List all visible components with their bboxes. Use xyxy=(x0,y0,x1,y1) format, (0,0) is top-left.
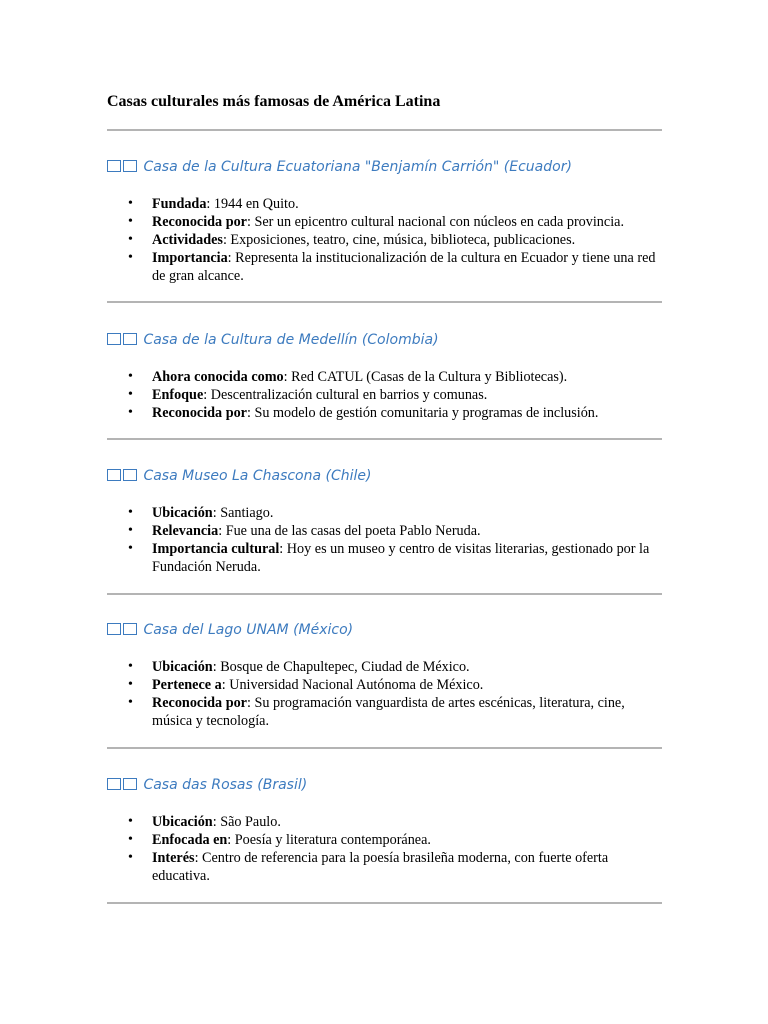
bullet-icon: • xyxy=(128,523,133,538)
list-item xyxy=(107,676,662,694)
flag-icon xyxy=(123,778,137,790)
item-label: Ahora conocida como xyxy=(152,369,284,385)
section-heading-mexico xyxy=(107,621,353,639)
list-item xyxy=(107,540,662,576)
item-text: : Exposiciones, teatro, cine, música, biblioteca, publicaciones. xyxy=(222,232,576,248)
bullet-icon: • xyxy=(128,850,133,865)
bullet-icon: • xyxy=(128,369,133,384)
bullet-icon: • xyxy=(128,814,133,829)
bullet-icon: • xyxy=(128,196,133,211)
divider xyxy=(107,129,662,131)
section-heading-text: Casa das Rosas (Brasil) xyxy=(143,777,308,793)
item-label: Relevancia xyxy=(152,523,219,539)
item-label: Fundada xyxy=(152,196,207,212)
flag-icon xyxy=(107,623,121,635)
item-text: : Su modelo de gestión comunitaria y programas de inclusión. xyxy=(246,405,599,421)
item-text: : São Paulo. xyxy=(212,814,281,830)
item-label: Importancia cultural xyxy=(152,541,280,557)
list-item xyxy=(107,831,662,849)
item-label: Actividades xyxy=(152,232,223,248)
item-text: : Fue una de las casas del poeta Pablo Neruda. xyxy=(218,523,481,539)
section-heading-ecuador xyxy=(107,158,572,176)
item-text: : Su programación vanguardista de artes escénicas, literatura, cine, música y tecnología. xyxy=(152,695,625,729)
item-label: Enfocada en xyxy=(152,832,228,848)
list-item xyxy=(107,522,662,540)
divider xyxy=(107,593,662,595)
list-item xyxy=(107,231,662,249)
flag-icon xyxy=(107,469,121,481)
list-item xyxy=(107,849,662,885)
bullet-icon: • xyxy=(128,387,133,402)
item-label: Reconocida por xyxy=(152,695,247,711)
divider xyxy=(107,902,662,904)
bullet-icon: • xyxy=(128,405,133,420)
section-heading-text: Casa de la Cultura Ecuatoriana "Benjamín Carrión" (Ecuador) xyxy=(143,159,572,175)
item-label: Pertenece a xyxy=(152,677,222,693)
bullet-icon: • xyxy=(128,505,133,520)
list-item xyxy=(107,368,662,386)
flag-icon xyxy=(123,623,137,635)
bullet-icon: • xyxy=(128,541,133,556)
bullet-icon: • xyxy=(128,232,133,247)
flag-icon xyxy=(123,469,137,481)
flag-icon xyxy=(123,333,137,345)
item-text: : Ser un epicentro cultural nacional con núcleos en cada provincia. xyxy=(246,214,624,230)
page-title: Casas culturales más famosas de América Latina xyxy=(107,93,441,110)
divider xyxy=(107,438,662,440)
item-label: Interés xyxy=(152,850,195,866)
item-text: : Poesía y literatura contemporánea. xyxy=(227,832,431,848)
list-item xyxy=(107,249,662,285)
section-heading-brasil xyxy=(107,776,307,794)
item-text: : Descentralización cultural en barrios y comunas. xyxy=(203,387,488,403)
item-text: : Universidad Nacional Autónoma de México. xyxy=(221,677,484,693)
item-label: Ubicación xyxy=(152,505,213,521)
item-text: : Centro de referencia para la poesía brasileña moderna, con fuerte oferta educativa. xyxy=(152,850,609,884)
flag-icon xyxy=(107,778,121,790)
list-item xyxy=(107,195,662,213)
item-label: Reconocida por xyxy=(152,405,247,421)
flag-icon xyxy=(123,160,137,172)
item-text: : Hoy es un museo y centro de visitas literarias, gestionado por la Fundación Neruda. xyxy=(152,541,650,575)
section-list-chile xyxy=(107,504,662,576)
section-list-colombia xyxy=(107,368,662,422)
bullet-icon: • xyxy=(128,832,133,847)
item-text: : Representa la institucionalización de la cultura en Ecuador y tiene una red de gran alcance. xyxy=(152,250,656,284)
item-text: : Santiago. xyxy=(212,505,274,521)
list-item xyxy=(107,504,662,522)
section-list-mexico xyxy=(107,658,662,730)
bullet-icon: • xyxy=(128,695,133,710)
item-label: Ubicación xyxy=(152,814,213,830)
list-item xyxy=(107,213,662,231)
list-item xyxy=(107,404,662,422)
list-item xyxy=(107,694,662,730)
divider xyxy=(107,301,662,303)
list-item xyxy=(107,658,662,676)
bullet-icon: • xyxy=(128,250,133,265)
bullet-icon: • xyxy=(128,214,133,229)
section-list-brasil xyxy=(107,813,662,885)
divider xyxy=(107,747,662,749)
list-item xyxy=(107,813,662,831)
section-heading-text: Casa del Lago UNAM (México) xyxy=(143,622,354,638)
item-label: Reconocida por xyxy=(152,214,247,230)
item-text: : Red CATUL (Casas de la Cultura y Bibliotecas). xyxy=(283,369,568,385)
flag-icon xyxy=(107,333,121,345)
item-label: Ubicación xyxy=(152,659,213,675)
bullet-icon: • xyxy=(128,659,133,674)
section-heading-chile xyxy=(107,467,372,485)
flag-icon xyxy=(107,160,121,172)
section-heading-colombia xyxy=(107,331,439,349)
item-label: Enfoque xyxy=(152,387,204,403)
item-text: : 1944 en Quito. xyxy=(206,196,299,212)
item-label: Importancia xyxy=(152,250,228,266)
section-heading-text: Casa Museo La Chascona (Chile) xyxy=(143,468,372,484)
list-item xyxy=(107,386,662,404)
section-list-ecuador xyxy=(107,195,662,285)
item-text: : Bosque de Chapultepec, Ciudad de México. xyxy=(212,659,470,675)
bullet-icon: • xyxy=(128,677,133,692)
section-heading-text: Casa de la Cultura de Medellín (Colombia) xyxy=(143,332,439,348)
